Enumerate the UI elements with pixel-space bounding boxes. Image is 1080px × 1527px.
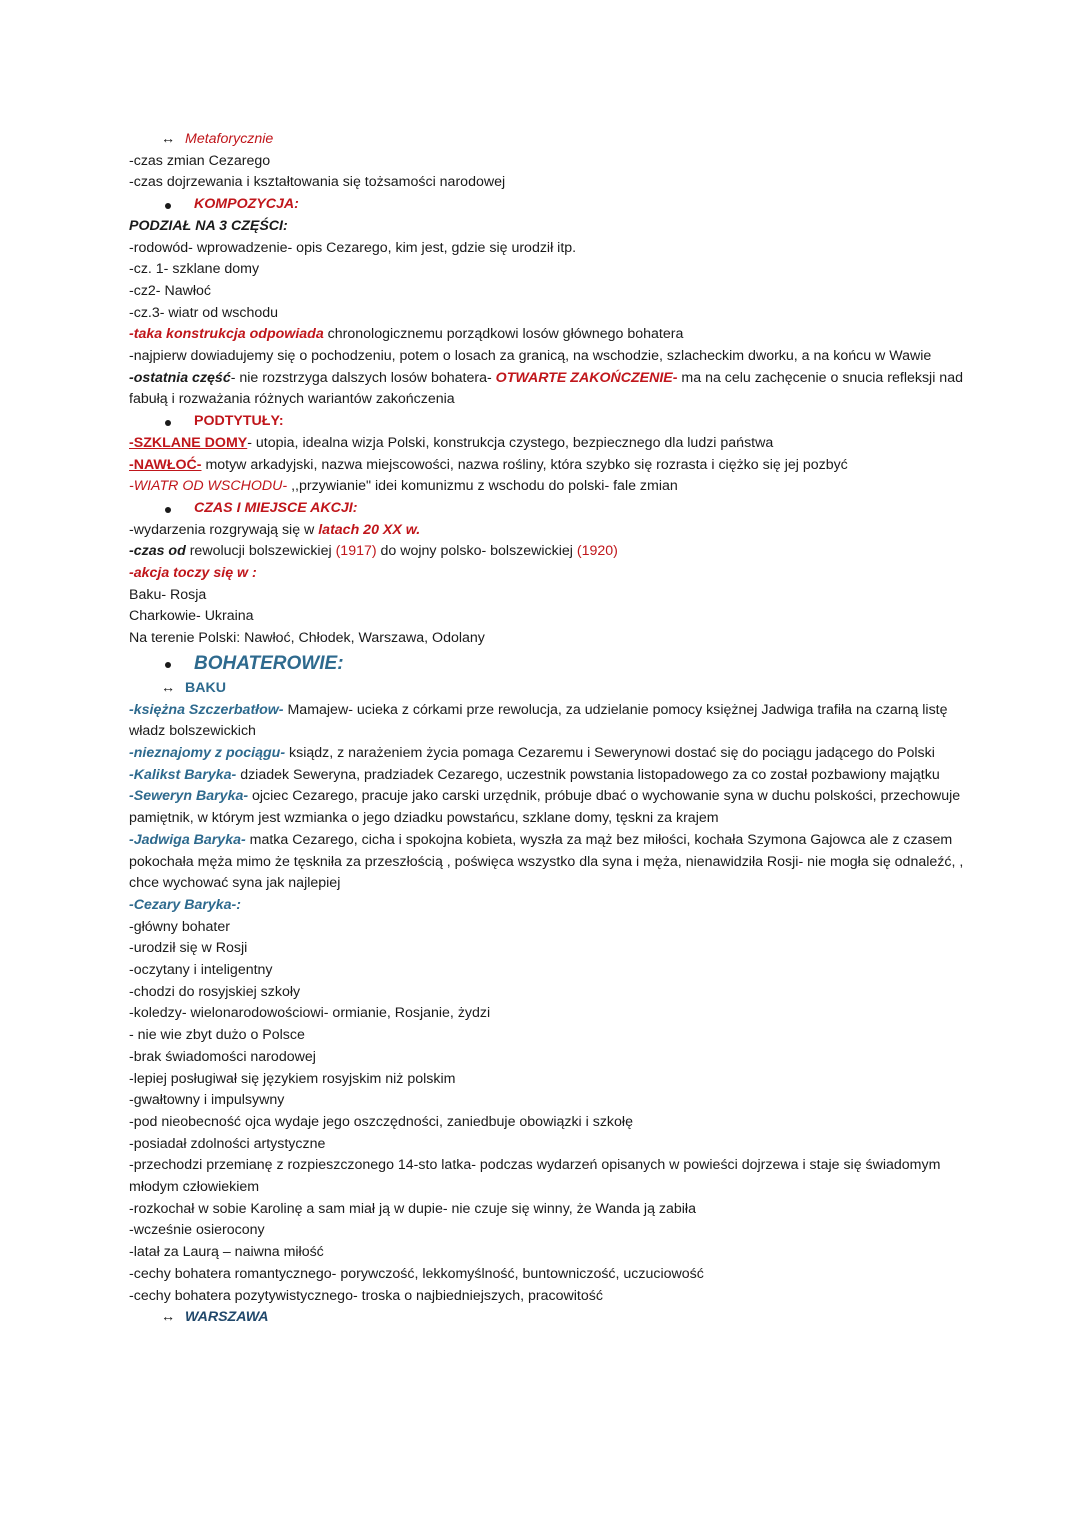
text-line: -SZKLANE DOMY- utopia, idealna wizja Polski, konstrukcja czystego, bezpiecznego dla ludzi państwa [129,434,774,451]
subheading-baku: ↔ BAKU [129,678,969,700]
section-heading-czas-i-miejsce: CZAS I MIEJSCE AKCJI: [129,498,969,520]
bullet-icon [165,507,171,513]
text-line: -Seweryn Baryka- ojciec Cezarego, pracuje jako carski urzędnik, próbuje dbać o wychowanie syna w duchu polskości, przechowuje pamiętnik, w którym jest wzmianka o jego dziadku powstańcu, szklane domy, tęskni za krajem [129,788,961,827]
section-heading-podtytuly: PODTYTUŁY: [129,411,969,433]
subheading-warszawa: ↔ WARSZAWA [129,1307,969,1329]
list-item: -gwałtowny i impulsywny [129,1092,285,1109]
text-line: -Kalikst Baryka- dziadek Seweryna, pradziadek Cezarego, uczestnik powstania listopadowego za co został pozbawiony majątku [129,766,940,783]
text-line: -czas dojrzewania i kształtowania się tożsamości narodowej [129,174,506,191]
text-line: -nieznajomy z pociągu- ksiądz, z narażeniem życia pomaga Cezaremu i Sewerynowi dostać się do pociągu jadącego do Polski [129,744,935,761]
text-line: -czas zmian Cezarego [129,152,271,169]
double-arrow-icon: ↔ [161,1309,176,1326]
list-item: - nie wie zbyt dużo o Polsce [129,1027,305,1044]
list-item: -brak świadomości narodowej [129,1048,316,1065]
list-item: -cechy bohatera pozytywistycznego- troska o najbiedniejszych, pracowitość [129,1287,603,1304]
text-line: -czas od rewolucji bolszewickiej (1917) do wojny polsko- bolszewickiej (1920) [129,543,618,560]
text-line: Baku- Rosja [129,586,207,603]
list-item: -urodził się w Rosji [129,940,248,957]
subheading-metaforycznie: ↔ Metaforycznie [129,129,969,151]
text-line: Charkowie- Ukraina [129,608,254,625]
list-item: -koledzy- wielonarodowościowi- ormianie, Rosjanie, żydzi [129,1005,491,1022]
text-line: -Jadwiga Baryka- matka Cezarego, cicha i spokojna kobieta, wyszła za mąż bez miłości, kochała Szymona Gajowca ale z czasem pokochała męża mimo że tęskniła za przeszłością , poświęca wszystko dla syna i męża, nienawidziła Rosji- nie mogła się odnaleźć, , chce wychować syna jak najlepiej [129,831,964,892]
text-line: -cz. 1- szklane domy [129,261,260,278]
list-item: -rozkochał w sobie Karolinę a sam miał ją w dupie- nie czuje się winny, że Wanda ją zabiła [129,1200,696,1217]
text-line: -WIATR OD WSCHODU- ,,przywianie" idei komunizmu z wschodu do polski- fale zmian [129,478,678,495]
section-heading-kompozycja: KOMPOZYCJA: [129,194,969,216]
text-line: -najpierw dowiadujemy się o pochodzeniu, potem o losach za granicą, na wschodzie, szlacheckim dworku, a na końcu w Wawie [129,348,932,365]
double-arrow-icon: ↔ [161,679,176,696]
text-line: -NAWŁOĆ- motyw arkadyjski, nazwa miejscowości, nazwa rośliny, która szybko się rozrasta i ciężko się jej pozbyć [129,456,848,473]
list-item: -latał za Laurą – naiwna miłość [129,1244,324,1261]
text-line: -cz.3- wiatr od wschodu [129,304,279,321]
list-item: -posiadał zdolności artystyczne [129,1135,326,1152]
text-line: -cz2- Nawłoć [129,282,211,299]
list-item: -lepiej posługiwał się językiem rosyjskim niż polskim [129,1070,456,1087]
list-item: -wcześnie osierocony [129,1222,265,1239]
text-line: -rodowód- wprowadzenie- opis Cezarego, kim jest, gdzie się urodził itp. [129,239,577,256]
text-line: -Cezary Baryka-: [129,896,241,913]
text-line: Na terenie Polski: Nawłoć, Chłodek, Warszawa, Odolany [129,630,485,647]
text-line: -wydarzenia rozgrywają się w latach 20 XX w. [129,521,421,538]
double-arrow-icon: ↔ [161,131,176,147]
text-line: -ostatnia część- nie rozstrzyga dalszych losów bohatera- OTWARTE ZAKOŃCZENIE- ma na celu zachęcenie o snucia refleksji nad fabułą i rozważania różnych wariantów zakończenia [129,369,963,408]
list-item: -pod nieobecność ojca wydaje jego oszczędności, zaniedbuje obowiązki i szkołę [129,1113,633,1130]
list-item: -chodzi do rosyjskiej szkoły [129,983,301,1000]
text-line: -taka konstrukcja odpowiada chronologicznemu porządkowi losów głównego bohatera [129,326,684,343]
document-page [129,129,969,1329]
text-line: -księżna Szczerbatłow- Mamajew- ucieka z córkami prze rewolucja, za udzielanie pomocy księżnej Jadwiga trafiła na czarną listę władz bolszewickich [129,701,948,740]
list-item: -cechy bohatera romantycznego- porywczość, lekkomyślność, buntowniczość, uczuciowość [129,1265,704,1282]
text-line: -akcja toczy się w : [129,565,257,582]
bullet-icon [165,662,171,668]
section-heading-bohaterowie: BOHATEROWIE: [129,650,969,678]
text-line: PODZIAŁ NA 3 CZĘŚCI: [129,217,288,234]
list-item: -przechodzi przemianę z rozpieszczonego 14-sto latka- podczas wydarzeń opisanych w powieści dojrzewa i staje się świadomym młodym człowiekiem [129,1157,941,1196]
list-item: -oczytany i inteligentny [129,962,273,979]
list-item: -główny bohater [129,918,230,935]
